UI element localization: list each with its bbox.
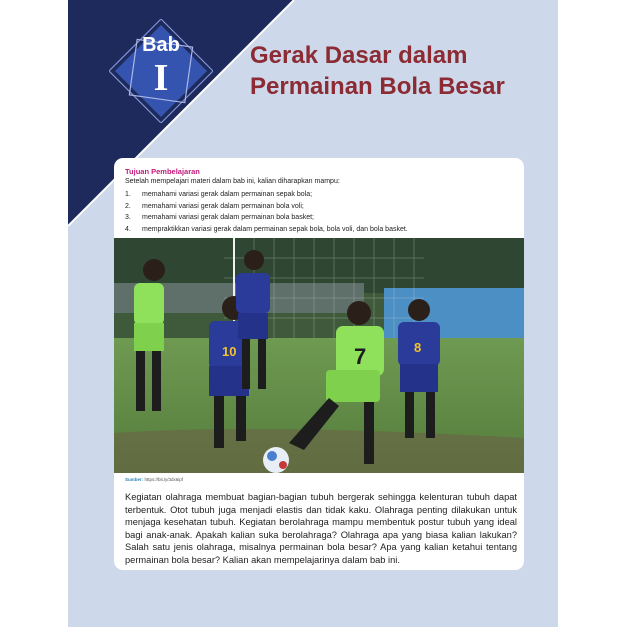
intro-paragraph: Kegiatan olahraga membuat bagian-bagian tubuh bergerak sehingga kelenturan tubuh dapat terbentuk. Otot tubuh juga menjadi elastis dan tidak kaku. Olahraga penting dilakukan untuk menjaga kesehatan tubuh. Kegiatan berolahraga mampu membentuk postur tubuh yang ideal bagi anak-anak. Apakah kalian suka berolahraga? Olahraga apa yang biasa kalian lakukan? Salah satu jenis olahraga, misalnya permainan bola besar? Apa yang kalian ketahui tentang permainan bola besar? Kalian akan mempelajarinya dalam bab ini. (125, 492, 517, 565)
chapter-title-line-1: Gerak Dasar dalam (250, 42, 468, 69)
chapter-badge (109, 34, 213, 98)
chapter-number: I (153, 57, 169, 99)
objectives-intro: Setelah mempelajari materi dalam bab ini, kalian diharapkan mampu: (125, 178, 340, 185)
svg-text:8: 8 (414, 340, 422, 355)
list-item: 1. memahami variasi gerak dalam permainan sepak bola; (125, 191, 313, 198)
chapter-title-line-2: Permainan Bola Besar (250, 73, 505, 100)
list-item: 3. memahami variasi gerak dalam permainan bola basket; (125, 214, 314, 221)
soccer-photo (114, 238, 524, 473)
objectives-heading: Tujuan Pembelajaran (125, 167, 200, 176)
chapter-label: Bab (142, 34, 180, 56)
photo-source: Sumber: https://bit.ly/3dx6ipf (125, 477, 184, 482)
soccer-ball-icon (263, 447, 289, 473)
content-card (114, 158, 524, 570)
svg-text:10: 10 (222, 344, 237, 359)
list-item: 4. mempraktikkan variasi gerak dalam permainan sepak bola, bola voli, dan bola basket. (125, 225, 408, 233)
objectives-list (125, 189, 408, 235)
book-page (68, 0, 558, 627)
list-item: 2. memahami variasi gerak dalam permainan bola voli; (125, 202, 304, 210)
source-url: https://bit.ly/3dx6ipf (144, 477, 184, 482)
chapter-title (250, 40, 505, 102)
svg-text:7: 7 (354, 344, 367, 369)
